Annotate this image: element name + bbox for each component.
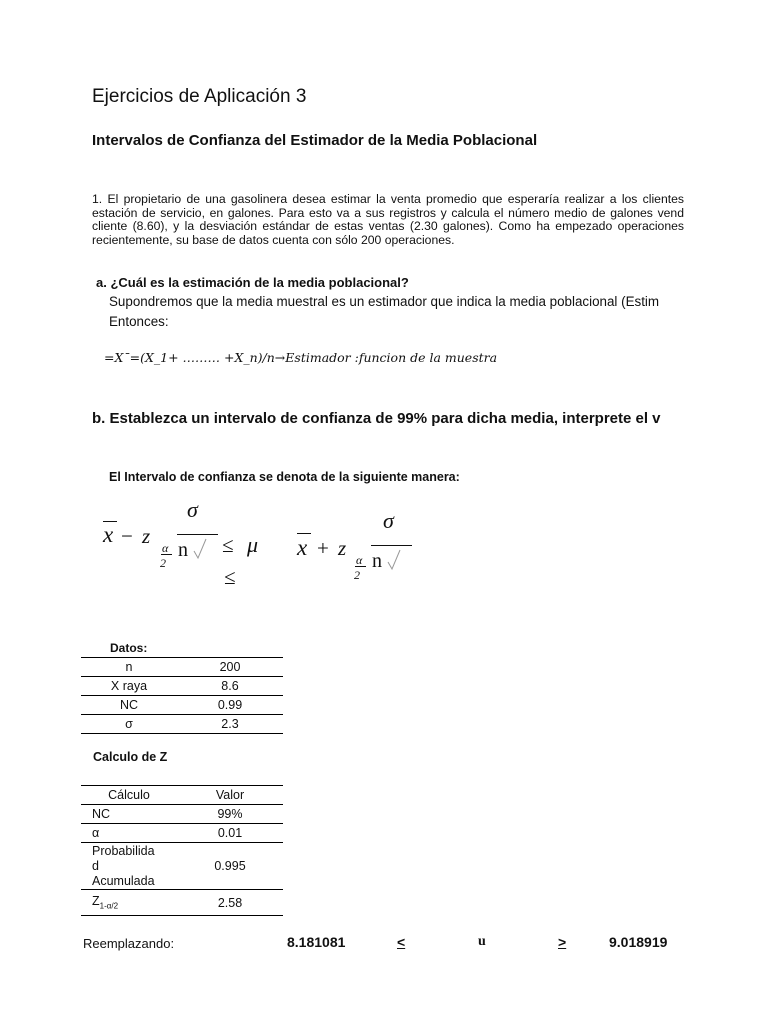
alpha-left: α [162,541,169,555]
sigma-frac-left [177,534,218,535]
xbar-right-bar [297,533,311,534]
result-upper: 9.018919 [609,934,668,950]
problem-statement: 1. El propietario de una gasolinera desea estimar la venta promedio que esperaría realizar a los clientes estación de servicio, en galones. Para esto va a sus registros y calcula el número medio de galones vend cliente (8.60), y la desviación estándar de estas ventas (2.30 galones). Como ha empezado operaciones recientemente, su base de datos cuenta con sólo 200 operaciones. [92,192,684,247]
mu-symbol: μ [247,532,259,557]
datos-value: 0.99 [177,696,283,715]
alpha-right: α [356,553,363,567]
z-letter: Z [92,894,100,909]
calc-value: 99% [177,805,283,824]
n-left: n [178,539,188,561]
z-subscript: 1-α/2 [99,901,119,911]
sigma-frac-right [371,545,412,546]
sqrt-left-icon [193,537,209,561]
n-right: n [372,550,382,572]
table-row [81,715,283,734]
datos-value: 2.3 [177,715,283,734]
z-left: z [142,524,151,548]
doc-title: Ejercicios de Aplicación 3 [92,86,307,107]
result-mu: u [478,934,486,949]
datos-name: NC [81,696,177,715]
interval-intro: El Intervalo de confianza se denota de la siguiente manera: [109,470,460,484]
two-left: 2 [160,556,166,570]
calc-name: α [81,824,177,843]
table-row [81,805,283,824]
table-row [81,677,283,696]
xbar-left: x [103,522,114,547]
datos-label: Datos: [110,641,148,655]
calc-name-line: d [92,858,99,873]
table-row [81,658,283,677]
datos-value: 8.6 [177,677,283,696]
calc-name-line: Probabilida [92,843,155,858]
calc-name: NC [81,805,177,824]
table-row [81,696,283,715]
result-label: Reemplazando: [83,936,175,951]
z-right: z [338,536,347,560]
two-right: 2 [354,568,360,582]
question-a: a. ¿Cuál es la estimación de la media poblacional? [96,275,409,290]
sigma-left: σ [187,497,198,522]
xbar-right: x [297,535,308,560]
calculo-table [81,785,283,916]
datos-name: σ [81,715,177,734]
table-row [81,890,283,916]
alpha-frac-left [161,554,172,555]
table-header-row [81,786,283,805]
doc-subtitle: Intervalos de Confianza del Estimador de la Media Poblacional [92,132,538,149]
calc-value: 0.995 [177,843,283,890]
calculo-label: Calculo de Z [93,750,168,764]
plus-sign: + [317,536,329,560]
sigma-right: σ [383,508,394,533]
alpha-frac-right [355,566,366,567]
leq-sign-1: ≤ [222,533,234,557]
answer-a-line2: Entonces: [109,314,169,329]
calc-name-line: Acumulada [92,873,155,888]
result-lower: 8.181081 [287,934,346,950]
calc-value: 2.58 [177,890,283,916]
datos-table [81,657,283,734]
datos-name: n [81,658,177,677]
result-op2: > [558,934,567,950]
calc-name-z [81,890,177,916]
answer-a-line1: Supondremos que la media muestral es un estimador que indica la media poblacional (Estim [109,294,660,309]
datos-name: X raya [81,677,177,696]
calc-name-multiline [81,843,177,890]
question-b: b. Establezca un intervalo de confianza de 99% para dicha media, interprete el v [92,410,661,427]
leq-sign-2: ≤ [224,565,236,589]
formula-sample-mean: =X¯=(X_1+ ……… +X_n)/n→Estimador :funcion de la muestra [104,350,498,365]
header-valor: Valor [177,786,283,805]
datos-value: 200 [177,658,283,677]
result-op1: < [397,934,406,950]
calc-value: 0.01 [177,824,283,843]
table-row [81,843,283,890]
table-row [81,824,283,843]
xbar-left-bar [103,521,117,522]
minus-sign: − [121,524,133,548]
header-calculo: Cálculo [81,786,177,805]
sqrt-right-icon [387,548,403,572]
